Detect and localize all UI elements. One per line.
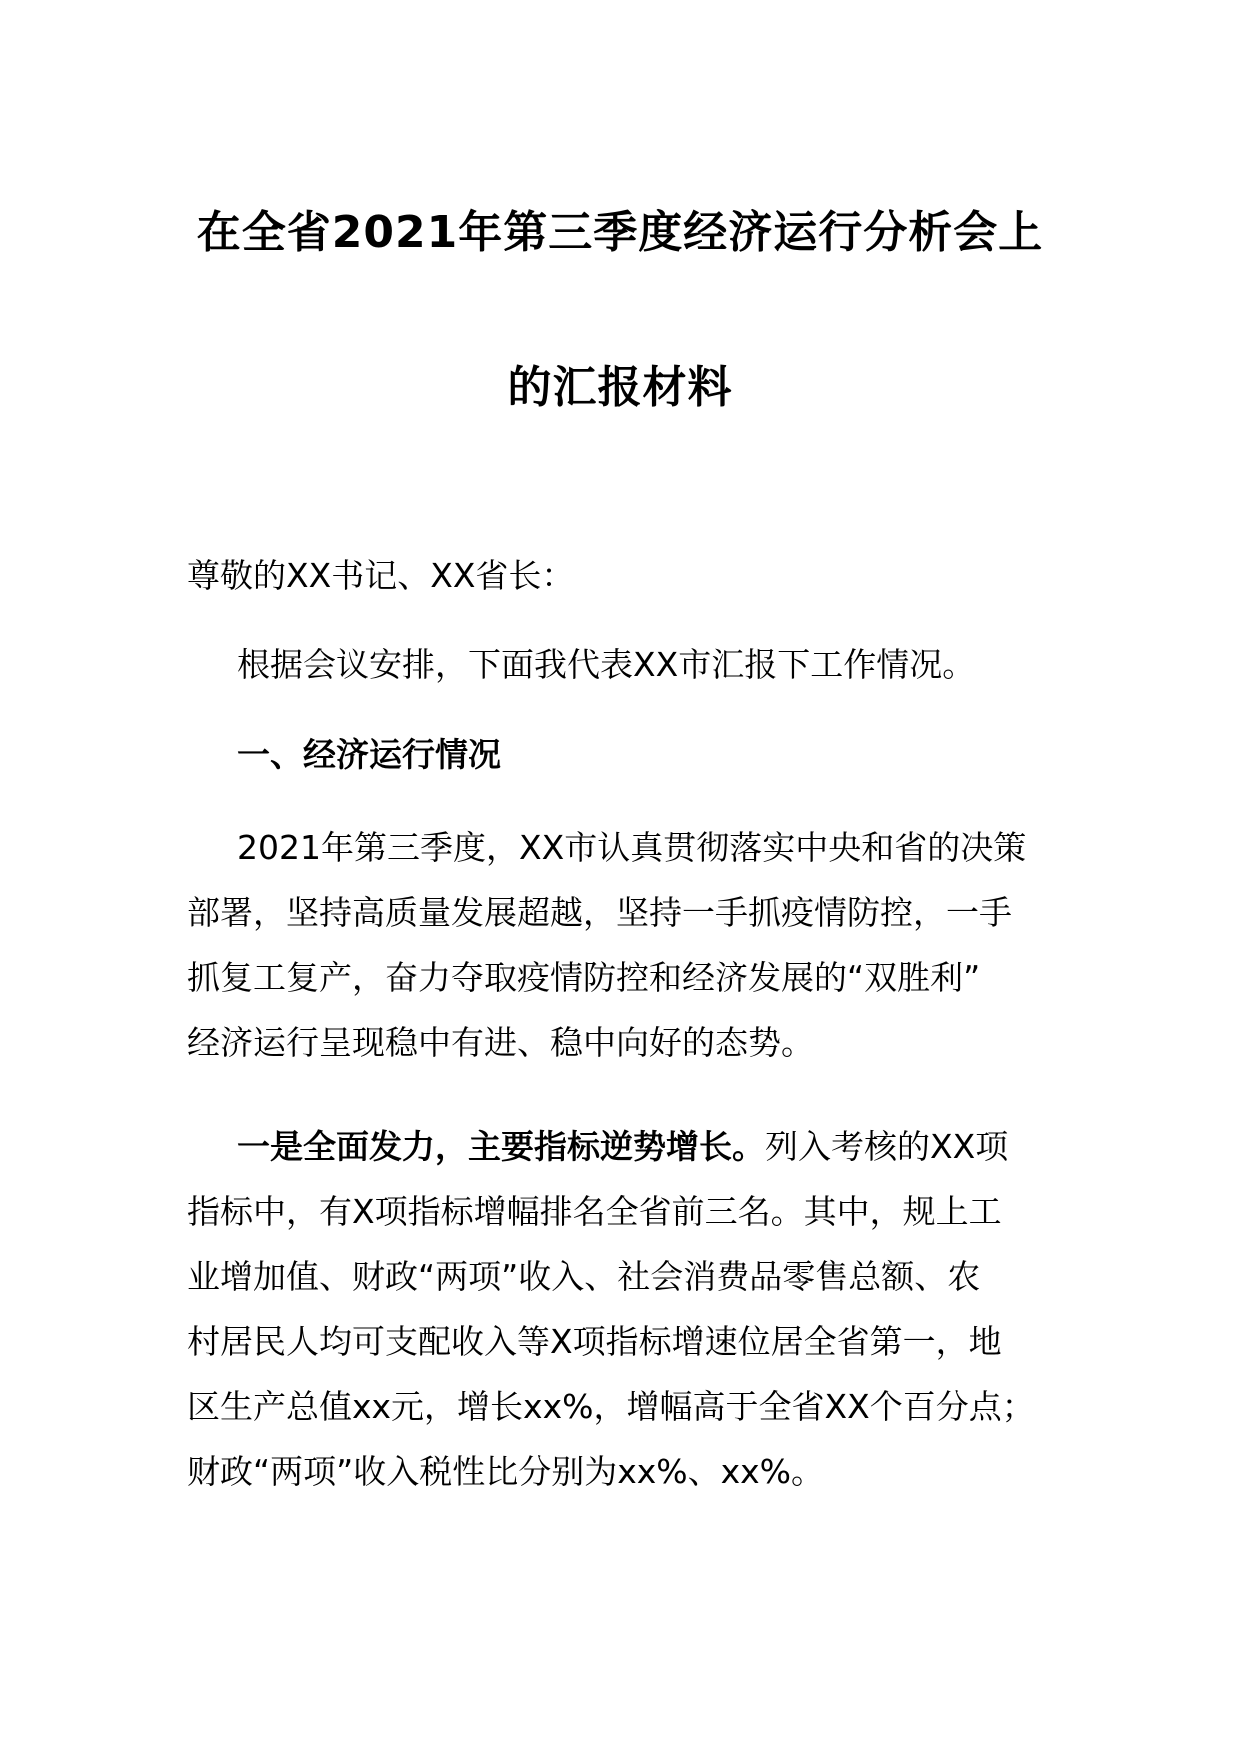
paragraph-line: 经济运行呈现稳中有进、稳中向好的态势。 <box>187 1023 814 1062</box>
paragraph-line <box>187 1114 1087 1179</box>
point-line-text: 列入考核的XX项 <box>765 1127 1009 1166</box>
document-title-line-2: 的汇报材料 <box>507 362 733 413</box>
paragraph-line: 区生产总值xx元，增长xx%，增幅高于全省XX个百分点； <box>187 1387 1035 1426</box>
paragraph-line: 指标中，有X项指标增幅排名全省前三名。其中，规上工 <box>187 1192 1002 1231</box>
paragraph-line: 财政“两项”收入税性比分别为xx%、xx%。 <box>187 1452 825 1491</box>
point-one-paragraph <box>187 1114 1087 1504</box>
paragraph-line: 2021年第三季度，XX市认真贯彻落实中央和省的决策 <box>237 828 1027 867</box>
paragraph-line: 抓复工复产，奋力夺取疫情防控和经济发展的“双胜利” <box>187 958 981 997</box>
paragraph-line: 部署，坚持高质量发展超越，坚持一手抓疫情防控，一手 <box>187 893 1012 932</box>
section-heading: 一、经济运行情况 <box>237 735 501 774</box>
paragraph-line: 业增加值、财政“两项”收入、社会消费品零售总额、农 <box>187 1257 981 1296</box>
document-title-line-1: 在全省2021年第三季度经济运行分析会上 <box>196 207 1044 258</box>
overview-paragraph <box>187 815 1087 1075</box>
point-lead-sentence: 一是全面发力，主要指标逆势增长。 <box>237 1127 765 1166</box>
intro-paragraph: 根据会议安排，下面我代表XX市汇报下工作情况。 <box>237 645 976 684</box>
salutation: 尊敬的XX书记、XX省长： <box>187 556 575 595</box>
paragraph-line: 村居民人均可支配收入等X项指标增速位居全省第一，地 <box>187 1322 1002 1361</box>
